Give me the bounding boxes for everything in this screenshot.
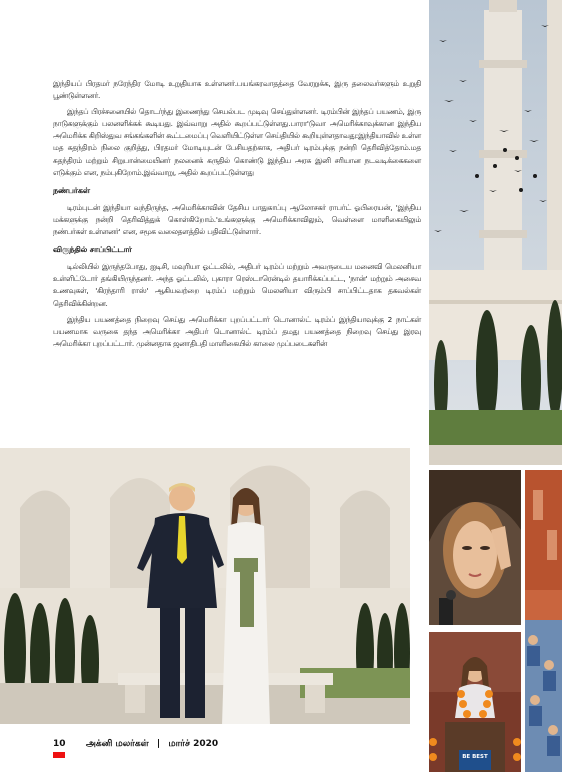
lectern-sign-text: BE BEST xyxy=(462,754,488,760)
closeup-photo xyxy=(429,470,521,625)
section-heading: விருந்தில் சாப்பிட்டார் xyxy=(53,245,132,255)
issue-date: மார்ச் 2020 xyxy=(168,739,219,749)
lectern-photo xyxy=(429,632,521,772)
paragraph: டில்லியில் இருந்தபோது, ஐடிசி, மவுரியா ஓட்டலில், அதிபர் டிரம்ப் மற்றும் அவருடைய மனைவி மெலனியா உள்ளிட்டோர் தங்கியிருந்தனர். அந்த ஓட்டலில், புகாரா ரெஸ்டாரென்டில் தயாரிக்கப்பட்ட, 'நான்' மற்றும் அசைவ உணவுகள், 'கிரந்தாரி ராஸ்' ஆகியவற்றை டிரம்ப் மற்றும் மெலனியா விரும்பி சாப்பிட்டதாக தகவல்கள் தெரிவிக்கின்றன. xyxy=(53,262,421,308)
page-footer xyxy=(53,739,218,750)
page-number: 10 xyxy=(53,739,66,749)
paragraph: இந்திய பயணத்தை நிறைவு செய்து அமெரிக்கா புறப்பட்டார் டொனால்ட் டிரம்ப் இந்தியாவுக்கு 2 நாட்கள் பயணமாக வருகை தந்த அமெரிக்கா அதிபர் டொனால்ட் டிரம்ப் தமது பயணத்தை நிறைவு செய்து இரவு அமெரிக்கா புறப்பட்டார். முன்னதாக ஜனாதிபதி மாளிகையில் காலை முப்படைகளின் xyxy=(53,314,421,348)
paragraph: இந்தியப் பிரதமர் நரேந்திர மோடி உறுதியாக உள்ளனர்.பயங்கரவாதத்தை வேரறுக்க, இரு தலைவர்களும் உறுதி பூண்டுள்ளனர். xyxy=(53,79,421,101)
paragraph: இந்தப் பிரச்சனையில் தொடர்ந்து இணைந்து செயல்பட முடிவு செய்துள்ளனர். டிரம்பின் இந்தப் பயணம், இரு நாடுகளுக்கும் பலனளிக்கக் கூடியது. இவ்வாறு அதில் கூறப்பட்டுள்ளது.பாரா'டுவா அமெரிக்காவுக்கான இந்திய அமெரிக்க கிறிஸ்துவ சங்கங்களின் கூட்டமைப்பு வெளியிட்டுள்ள செய்தியில் கூறியுள்ளதாவது:இந்தியாவில் உள்ள மத சுதந்திரம் நிலை குறித்து, பிரதமர் மோடியுடன் பேசியதற்காக, அதிபர் டிரம்புக்கு நன்றி தெரிவித்தோம்.மத சுதந்திரம் மற்றும் சிறுபான்மையினர் நலனைக் கருதில் கொண்டு இந்திய அரசு இனி சரியான நடவடிக்கைகளை எடுக்கும் என, நம்புகிறோம்.இவ்வாறு, அதில் கூறப்பட்டுள்ளது xyxy=(53,107,421,177)
footer-separator: | xyxy=(156,739,161,749)
minaret-photo xyxy=(429,0,562,465)
magazine-name: அக்னி மலர்கள் xyxy=(85,739,149,749)
paragraph: டிரம்புடன் இந்தியா வந்திருந்த, அமெரிக்காவின் தேசிய பாதுகாப்பு ஆலோசகர் ராபர்ட் ஓபிரையன், 'இந்திய மக்களுக்கு நன்றி தெரிவித்துக் கொள்கிறோம்.'உங்களுக்கு அமெரிக்காவிலும், வெள்ளை மாளிகையிலும் நண்பர்கள் உள்ளனர்' என, சமூக வலைதளத்தில் பதிவிட்டுள்ளார். xyxy=(53,202,421,237)
crowd-strip-photo xyxy=(525,470,562,772)
section-heading: நண்பர்கள் xyxy=(53,185,90,195)
couple-taj-photo xyxy=(0,448,410,724)
footer-accent-mark xyxy=(53,752,65,758)
article-body xyxy=(53,78,421,354)
